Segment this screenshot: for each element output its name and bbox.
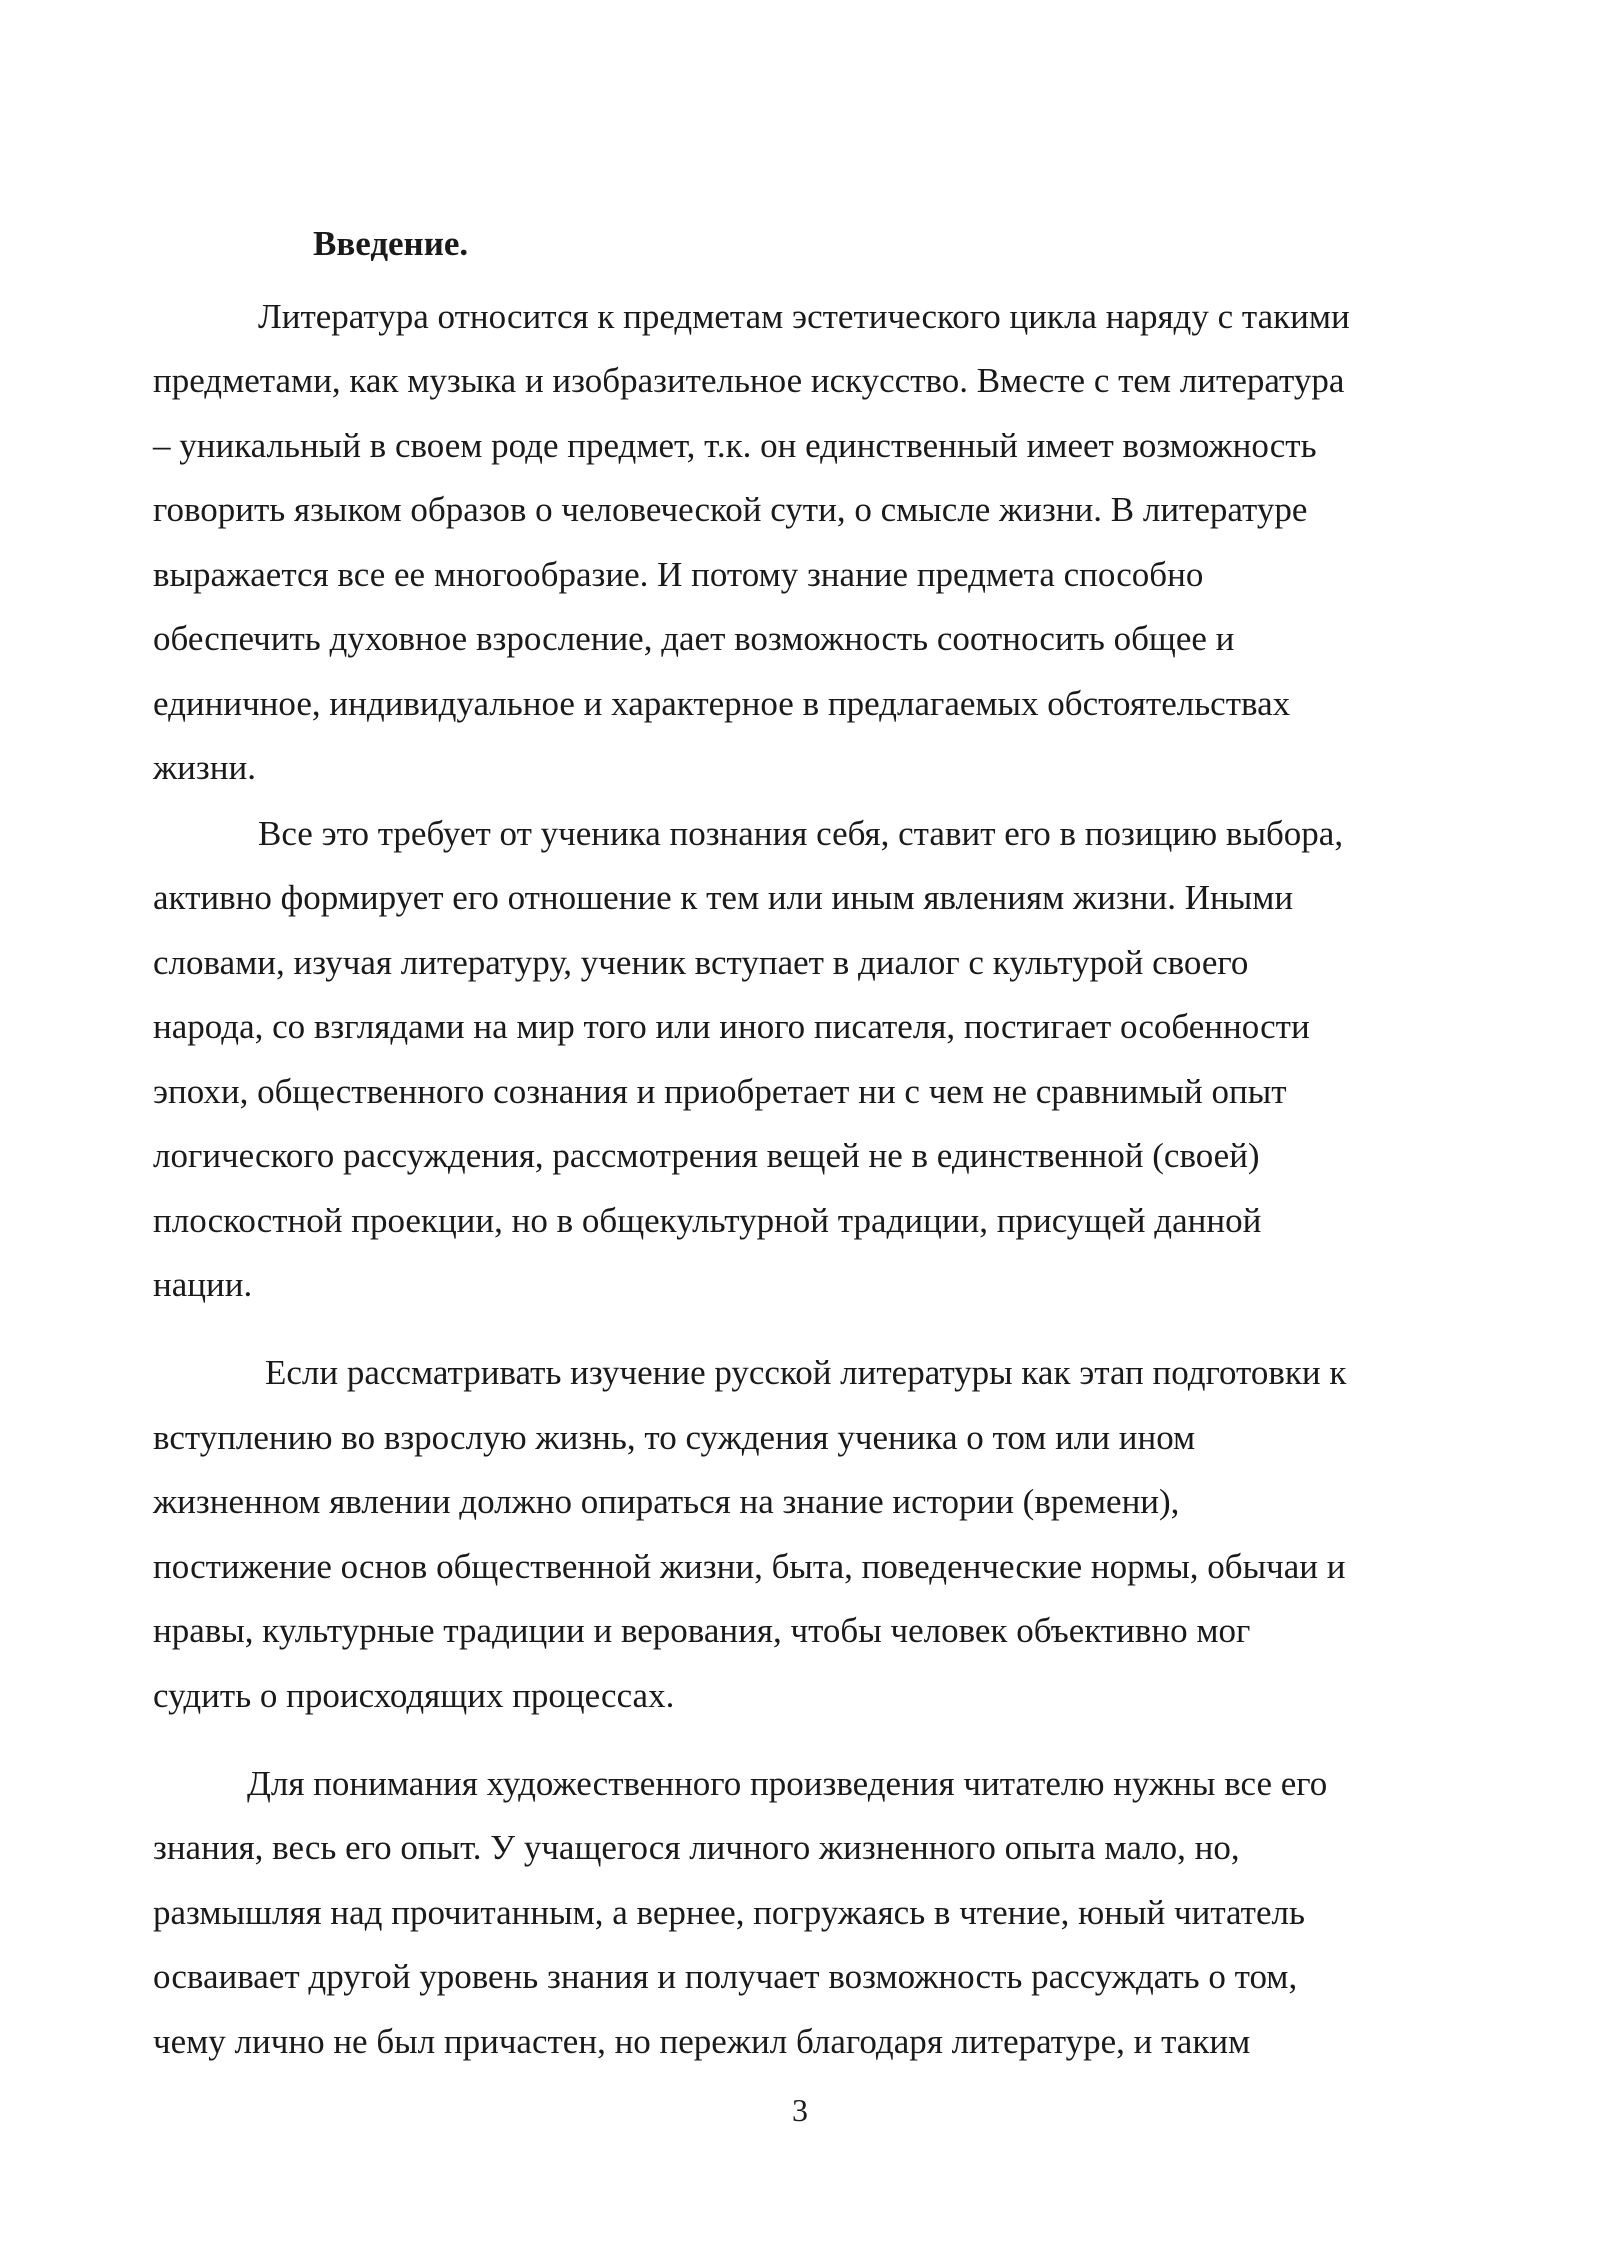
text-line: Для понимания художественного произведения читателю нужны все его (247, 1764, 1328, 1803)
text-line: судить о происходящих процессах. (153, 1676, 675, 1715)
text-line: логического рассуждения, рассмотрения вещей не в единственной (своей) (153, 1136, 1260, 1175)
section-heading: Введение. (313, 224, 469, 263)
text-line: размышляя над прочитанным, а вернее, погружаясь в чтение, юный читатель (153, 1893, 1305, 1932)
text-line: осваивает другой уровень знания и получает возможность рассуждать о том, (153, 1957, 1298, 1996)
text-line: постижение основ общественной жизни, быта, поведенческие нормы, обычаи и (153, 1547, 1346, 1586)
text-line: вступлению во взрослую жизнь, то суждения ученика о том или ином (153, 1418, 1196, 1457)
text-line: нации. (153, 1265, 253, 1304)
text-line: Все это требует от ученика познания себя, ставит его в позицию выбора, (258, 814, 1344, 853)
text-line: Если рассматривать изучение русской литературы как этап подготовки к (265, 1353, 1347, 1392)
text-line: предметами, как музыка и изобразительное искусство. Вместе с тем литература (153, 361, 1345, 400)
text-line: – уникальный в своем роде предмет, т.к. он единственный имеет возможность (153, 426, 1317, 465)
text-line: народа, со взглядами на мир того или иного писателя, постигает особенности (153, 1007, 1310, 1046)
text-line: единичное, индивидуальное и характерное в предлагаемых обстоятельствах (153, 684, 1291, 723)
page-number: 3 (792, 2092, 808, 2128)
text-line: знания, весь его опыт. У учащегося личного жизненного опыта мало, но, (153, 1828, 1240, 1867)
text-line: говорить языком образов о человеческой сути, о смысле жизни. В литературе (153, 490, 1308, 529)
text-line: словами, изучая литературу, ученик вступает в диалог с культурой своего (153, 943, 1249, 982)
text-line: активно формирует его отношение к тем или иным явлениям жизни. Иными (153, 878, 1294, 917)
text-line: обеспечить духовное взросление, дает возможность соотносить общее и (153, 619, 1235, 658)
text-line: нравы, культурные традиции и верования, чтобы человек объективно мог (153, 1611, 1251, 1650)
text-line: плоскостной проекции, но в общекультурной традиции, присущей данной (153, 1201, 1262, 1240)
text-line: выражается все ее многообразие. И потому знание предмета способно (153, 555, 1204, 594)
text-line: жизни. (153, 748, 256, 787)
text-line: эпохи, общественного сознания и приобретает ни с чем не сравнимый опыт (153, 1072, 1287, 1111)
text-line: чему лично не был причастен, но пережил благодаря литературе, и таким (153, 2022, 1251, 2061)
text-line: жизненном явлении должно опираться на знание истории (времени), (153, 1482, 1180, 1521)
text-line: Литература относится к предметам эстетического цикла наряду с такими (258, 297, 1350, 336)
